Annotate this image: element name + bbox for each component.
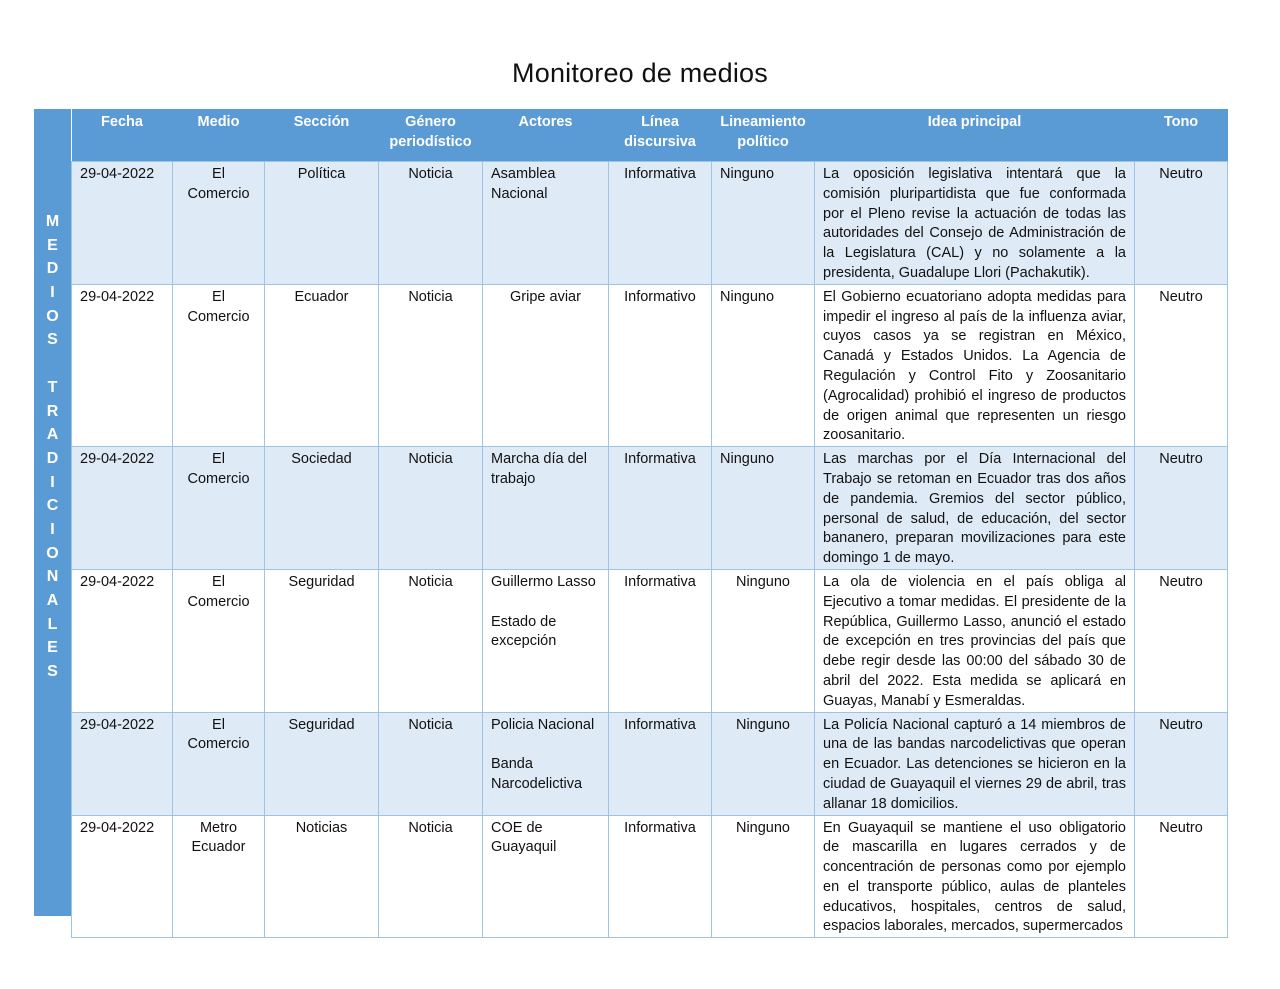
actor-secondary: Estado de excepción: [491, 613, 557, 650]
side-letter: I: [50, 520, 55, 538]
cell-lineamiento: Ninguno: [712, 284, 815, 446]
side-letter: O: [46, 307, 59, 325]
header-genero-line1: Género: [405, 114, 456, 130]
cell-medio: El Comercio: [173, 569, 265, 712]
cell-medio: El Comercio: [173, 284, 265, 446]
actor-spacer: [491, 735, 600, 755]
side-letter: [34, 352, 71, 376]
cell-lineamiento: Ninguno: [712, 815, 815, 938]
cell-idea: El Gobierno ecuatoriano adopta medidas para impedir el ingreso al país de la influenza aviar, cuyos casos ya se registran en México, Canadá y Estados Unidos. La Agencia de Regulación y Control Fito y Zoosanitario (Agrocalidad) prohibió el ingreso de productos de origen animal que representen un riesgo zoosanitario.: [815, 284, 1135, 446]
side-letter: O: [46, 544, 59, 562]
cell-lineamiento: Ninguno: [712, 162, 815, 285]
header-medio: Medio: [173, 109, 265, 162]
cell-medio: El Comercio: [173, 162, 265, 285]
header-linea-line2: discursiva: [624, 133, 696, 150]
cell-idea: La Policía Nacional capturó a 14 miembros de una de las bandas narcodelictivas que operan en Ecuador. Las detenciones se hicieron en la ciudad de Guayaquil el viernes 29 de abril, tras allanar 18 domicilios.: [815, 712, 1135, 815]
cell-genero: Noticia: [379, 162, 483, 285]
cell-idea: En Guayaquil se mantiene el uso obligatorio de mascarilla en lugares cerrados y de concentración de personas como por ejemplo en el transporte público, aulas de planteles educativos, hospitales, centros de salud, espacios laborales, mercados, supermercados: [815, 815, 1135, 938]
header-genero: [379, 109, 483, 162]
cell-actores: [483, 162, 609, 285]
cell-linea: Informativo: [609, 284, 712, 446]
cell-seccion: Seguridad: [265, 569, 379, 712]
side-letter: I: [50, 473, 55, 491]
cell-fecha: 29-04-2022: [72, 447, 173, 570]
cell-medio: El Comercio: [173, 447, 265, 570]
header-tono: Tono: [1135, 109, 1228, 162]
header-idea: Idea principal: [815, 109, 1135, 162]
header-genero-line2: periodístico: [389, 133, 472, 150]
actor-primary: Guillermo Lasso: [491, 573, 596, 590]
cell-actores: [483, 284, 609, 446]
page-title: Monitoreo de medios: [512, 58, 768, 88]
cell-actores: [483, 447, 609, 570]
header-lineamiento-line1: Lineamiento: [720, 114, 806, 130]
cell-actores: [483, 815, 609, 938]
side-letter: T: [47, 378, 58, 396]
header-row: [72, 109, 1228, 162]
cell-tono: Neutro: [1135, 284, 1228, 446]
side-letter: N: [46, 568, 59, 586]
cell-linea: Informativa: [609, 162, 712, 285]
cell-seccion: Sociedad: [265, 447, 379, 570]
cell-lineamiento: Ninguno: [712, 447, 815, 570]
cell-tono: Neutro: [1135, 712, 1228, 815]
cell-genero: Noticia: [379, 284, 483, 446]
cell-fecha: 29-04-2022: [72, 815, 173, 938]
cell-seccion: Política: [265, 162, 379, 285]
side-letter: M: [45, 213, 60, 230]
table-row: [72, 284, 1228, 446]
cell-genero: Noticia: [379, 815, 483, 938]
header-lineamiento: [712, 109, 815, 162]
cell-genero: Noticia: [379, 569, 483, 712]
side-letter: E: [47, 236, 58, 254]
side-letter: L: [47, 615, 58, 633]
cell-medio: El Comercio: [173, 712, 265, 815]
side-letter: E: [47, 639, 58, 657]
cell-genero: Noticia: [379, 447, 483, 570]
table-row: [72, 815, 1228, 938]
cell-actores: [483, 712, 609, 815]
side-letter: S: [47, 663, 58, 681]
header-seccion: Sección: [265, 109, 379, 162]
header-linea-line1: Línea: [641, 114, 679, 130]
cell-linea: Informativa: [609, 569, 712, 712]
table-row: [72, 569, 1228, 712]
table-row: [72, 712, 1228, 815]
cell-tono: Neutro: [1135, 815, 1228, 938]
actor-primary: COE de Guayaquil: [491, 819, 557, 856]
cell-linea: Informativa: [609, 447, 712, 570]
side-letter: I: [50, 284, 55, 302]
actor-spacer: [491, 593, 600, 613]
cell-seccion: Noticias: [265, 815, 379, 938]
media-category-sidebar: [34, 109, 71, 916]
actor-primary: Marcha día del trabajo: [491, 451, 587, 487]
side-letter: S: [47, 331, 58, 349]
header-fecha: Fecha: [72, 109, 173, 162]
cell-actores: [483, 569, 609, 712]
cell-medio: Metro Ecuador: [173, 815, 265, 938]
cell-seccion: Ecuador: [265, 284, 379, 446]
cell-fecha: 29-04-2022: [72, 162, 173, 285]
header-linea: [609, 109, 712, 162]
side-letter: D: [46, 260, 59, 278]
side-letter: A: [46, 426, 59, 444]
actor-primary: Asamblea Nacional: [491, 166, 556, 202]
header-lineamiento-line2: político: [737, 133, 789, 150]
cell-tono: Neutro: [1135, 569, 1228, 712]
actor-secondary: Banda Narcodelictiva: [491, 756, 583, 792]
actor-primary: Policia Nacional: [491, 716, 595, 733]
actor-primary: Gripe aviar: [510, 288, 581, 305]
table-row: [72, 447, 1228, 570]
cell-linea: Informativa: [609, 712, 712, 815]
side-letter: C: [46, 497, 59, 515]
cell-idea: La oposición legislativa intentará que la comisión pluripartidista que fue conformada por el Pleno revise la actuación de todas las autoridades del Consejo de Administración de la Legislatura (CAL) y no solamente a la presidenta, Guadalupe Llori (Pachakutik).: [815, 162, 1135, 285]
cell-seccion: Seguridad: [265, 712, 379, 815]
cell-idea: Las marchas por el Día Internacional del Trabajo se retoman en Ecuador tras dos años de pandemia. Gremios del sector público, personal de salud, de educación, del sector bananero, preparan movilizaciones para este domingo 1 de mayo.: [815, 447, 1135, 570]
cell-tono: Neutro: [1135, 162, 1228, 285]
cell-lineamiento: Ninguno: [712, 569, 815, 712]
cell-tono: Neutro: [1135, 447, 1228, 570]
cell-genero: Noticia: [379, 712, 483, 815]
table-row: [72, 162, 1228, 285]
cell-linea: Informativa: [609, 815, 712, 938]
media-monitoring-table: [71, 109, 1228, 938]
header-actores: Actores: [483, 109, 609, 162]
cell-fecha: 29-04-2022: [72, 712, 173, 815]
cell-fecha: 29-04-2022: [72, 284, 173, 446]
side-letter: R: [46, 402, 59, 420]
media-category-label: [34, 210, 71, 684]
cell-idea: La ola de violencia en el país obliga al Ejecutivo a tomar medidas. El presidente de la República, Guillermo Lasso, anunció el estado de excepción en tres provincias del país que debe regir desde las 00:00 del sábado 30 de abril del 2022. Esta medida se aplicará en Guayas, Manabí y Esmeraldas.: [815, 569, 1135, 712]
side-letter: D: [46, 449, 59, 467]
cell-lineamiento: Ninguno: [712, 712, 815, 815]
side-letter: A: [46, 592, 59, 609]
cell-fecha: 29-04-2022: [72, 569, 173, 712]
